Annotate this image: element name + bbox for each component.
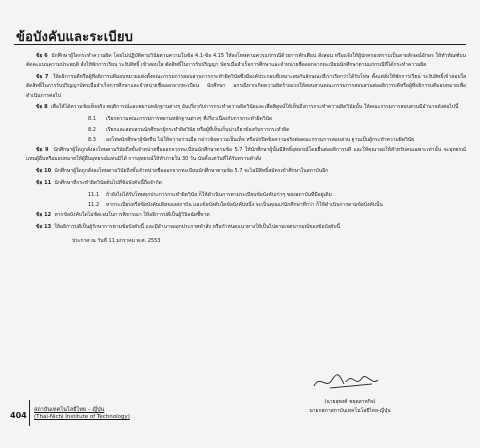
page-number: 404 — [10, 411, 27, 420]
subclause-11-2: 11.2 หากระเบียบหรือข้อบังคับเดิมของสถาบัน และข้อบังคับใดข้อบังคับหนึ่ง จะเป็นคุณแก่นักศึกษาที่กว่า ก็ให้ดำเนินการตามข้อบังคับนั้น — [88, 202, 383, 209]
clause-8: ข้อ 8 เพื่อให้ได้ความข้อเท็จจริง พฤติการณ์และพยานหลักฐานต่างๆ อันเกี่ยวกับการกระทำความผิดวินัยและเพื่อพิสูจน์ให้เห็นถึงการกระทำความผิดวินัยนั้น ให้คณะกรรมการสอบสวนมีอำนาจดังต่อไปนี้ — [36, 104, 459, 111]
subclause-8-2: 8.2 เรียกและสอบสวนนักศึกษาผู้กระทำผิดวินัย หรือผู้ที่เห็นเก็บน่าเกี่ยวข้องกับการกระทำผิด — [88, 126, 290, 133]
clause-6: ข้อ 6 นักศึกษาผู้ใดกระทำความผิด โดยไม่ปฏิบัติตามวินัยตามความในข้อ 4.1-ข้อ 4.15 ให้ลงโทษตามควรแก่กรณีด้วยการตักเตือน สั่งสอน หรือแจ้งให้ผู้ปกครองทราบเป็นลายลักษณ์อักษร ให้ทำทัณฑ์บน ตัดคะแนนความประพฤติ สั่งให้พักการเรียน ระงับสิทธิ์ เข้าสอบใ่ส ตัดสิทธิ์ในการรับปริญญา บัตรเมื่อสำเร็จการศึกษาและจำหน่ายชื่อออกจากทะเบียนนักศึกษาตามแก่กรณีที่ได้กระทำความผิด — [26, 53, 466, 69]
clause-9: ข้อ 9 นักศึกษาผู้ใดถูกสั่งลงโทษตามวินัยถึงขั้นจำหน่ายชื่อออกจากทะเบียนนักศึกษาตามข้อ 5.7 ให้นักศึกษาผู้นั้นมีสิทธิ์อุทธรณ์โดยยื่นต่ออธิการบดี และให้คุณาจมให้สำหรับคนเฉพาะเท่านั้น จะอุทธรณ์แทนผู้อื่นหรือมอบหมายให้ผู้อื่นอุทธรณ์แทนมิได้ การอุทธรณ์ให้ทำภายใน 30 วัน นับตั้งแต่วันที่ได้รับทราบคำสั่ง — [26, 147, 466, 163]
institute-name-th: สถาบันเทคโนโลยีไทย – ญี่ปุ่น — [34, 407, 105, 413]
clause-7: ข้อ 7 ให้อธิการบดีหรือผู้ที่อธิการบดีมอบหมายแต่งตั้งคณะกรรมการสอบสวนการกระทำผิดวินัยซึ่งมีองค์ประกอบที่เหมาะสมกับลักษณะที่เราเรียกว่าได้รับโทษ ตั้งแต่สั่งให้พักการเรียน ระงับสิทธิ์เข้าสอบใ่ส ตัดสิทธิ์ในการรับปริญญาบัตรเมื่อสำเร็จการศึกษาและจำหน่ายชื่อออกจากทะเบียน นักศึกษา อกรณีหากเกิดความผิดร้ายแรงให้สอบสวนคณะกรรมการสอบสวนต่ออธิการบดีหรือผู้ที่อธิการบดีมอบหมายเพื่อดำเนินการต่อไป — [26, 74, 467, 99]
subclause-8-3: 8.3 ลงโทษนักศึกษาผู้ขัดขืน ไม่ให้ความร่วมมือ กล่าวข้อความเป็นเท็จ หรือปกปิดข้อความจริงต่อคณะกรรมการสอบสวน ฐานเป็นผู้กระทำความผิดวินัย — [88, 136, 415, 143]
clause-13: ข้อ 13 ให้อธิการบดีเป็นผู้รักษาการตามข้อบังคับนี้ และมีอำนาจออกประกาศคำสั่ง หรือกำหนดแนวทางให้เป็นไปตามเจตนารมณ์ของข้อบังคับนี้ — [36, 224, 340, 231]
regulation-body — [26, 52, 466, 246]
subclause-11-1: 11.1 ถ้ายังไม่ได้รับโทษทุกประการกระทำผิดวินัย ก็ให้ดำเนินการตามระเบียบข้อบังคับเก่าๆ ของสถาบันที่มีอยู่เดิม — [88, 191, 332, 198]
signatory-name: (นายสุพงศ์ ชยุตสาหกิจ) — [324, 399, 376, 405]
clause-12: ข้อ 12 หากข้อบังคับใดไม่ชัดเจนในการพิจารณา ให้อธิการบดีเป็นผู้วินิจฉัยชี้ขาด — [36, 212, 210, 219]
clause-11: ข้อ 11 นักศึกษาที่กระทำผิดวินัยต้นไปที่ข้อบังคับนี้ถือจำกัด — [36, 180, 162, 187]
institute-name — [34, 407, 130, 421]
heading-rule — [14, 44, 466, 45]
given-date: ประกาศ ณ วันที่ 11 มกราคม พ.ศ. 2553 — [72, 237, 161, 244]
subclause-8-1: 8.1 เรียกความคณะกรรมการพยานหลักฐานต่างๆ ที่เกี่ยวเนื่องกับการกระทำผิดวินัย — [88, 116, 272, 123]
page-title: ข้อบังคับและระเบียบ — [16, 30, 134, 45]
clause-10: ข้อ 10 นักศึกษาผู้ใดถูกสั่งลงโทษตามวินัยถึงขั้นจำหน่ายชื่อออกจากทะเบียนนักศึกษาตามข้อ 5.7 จะไม่มีสิทธิ์สมัครเข้าศึกษาในสถาบันอีก — [36, 168, 329, 175]
institute-name-en: (Thai-Nichi Institute of Technology) — [34, 414, 130, 420]
footer-divider — [29, 400, 30, 426]
handwritten-signature — [310, 368, 390, 394]
page-footer — [0, 398, 480, 448]
signatory-title: นายกสภาสถาบันเทคโนโลยีไทย-ญี่ปุ่น — [309, 408, 391, 414]
